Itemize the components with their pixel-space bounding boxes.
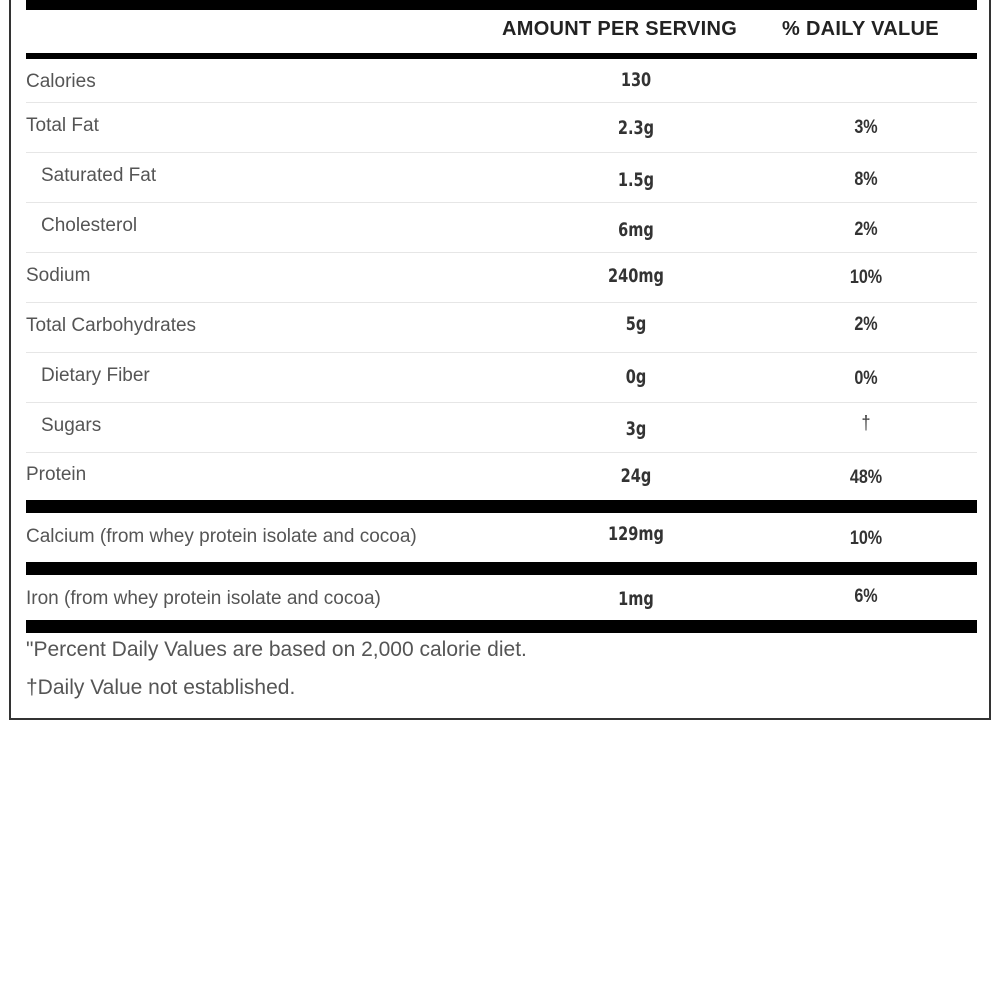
nutrient-label: Dietary Fiber bbox=[41, 365, 150, 386]
nutrient-label: Saturated Fat bbox=[41, 165, 157, 186]
nutrient-label: Total Fat bbox=[26, 115, 99, 136]
top-divider bbox=[26, 0, 977, 10]
nutrient-amount: 2.3g bbox=[617, 117, 655, 139]
nutrient-dv: 48% bbox=[849, 467, 883, 488]
nutrient-dv: 2% bbox=[854, 219, 878, 240]
mineral-dv: 6% bbox=[854, 586, 878, 607]
nutrient-row-saturated-fat bbox=[26, 153, 977, 203]
mineral-dv: 10% bbox=[849, 528, 883, 549]
mineral-label: Calcium (from whey protein isolate and cocoa) bbox=[26, 526, 417, 547]
nutrient-amount: 0g bbox=[625, 366, 647, 388]
iron-divider bbox=[26, 620, 977, 633]
mineral-amount: 129mg bbox=[608, 523, 664, 545]
nutrient-row-total-fat bbox=[26, 103, 977, 153]
nutrient-amount: 3g bbox=[625, 418, 647, 440]
nutrient-label: Total Carbohydrates bbox=[26, 315, 197, 336]
nutrient-row-total-carbohydrates bbox=[26, 303, 977, 353]
nutrient-amount: 5g bbox=[625, 313, 647, 335]
mineral-amount: 1mg bbox=[618, 588, 654, 610]
nutrient-label: Calories bbox=[26, 71, 96, 92]
nutrient-label: Cholesterol bbox=[41, 215, 138, 236]
nutrient-dv: 3% bbox=[854, 117, 878, 138]
nutrient-dv: 2% bbox=[854, 314, 878, 335]
nutrient-amount: 240mg bbox=[608, 265, 664, 287]
protein-divider bbox=[26, 500, 977, 513]
nutrient-dv: 8% bbox=[854, 169, 878, 190]
nutrient-row-dietary-fiber bbox=[26, 353, 977, 403]
nutrient-row-cholesterol bbox=[26, 203, 977, 253]
calcium-divider bbox=[26, 562, 977, 575]
amount-per-serving-header: AMOUNT PER SERVING bbox=[502, 18, 738, 40]
nutrient-label: Protein bbox=[26, 464, 87, 485]
footnote-not-established: †Daily Value not established. bbox=[26, 676, 296, 699]
nutrient-label: Sugars bbox=[41, 415, 102, 436]
nutrient-dv: 0% bbox=[854, 368, 878, 389]
nutrient-amount: 1.5g bbox=[617, 169, 655, 191]
nutrient-amount: 130 bbox=[620, 69, 652, 91]
nutrient-dv: † bbox=[861, 413, 871, 434]
nutrient-dv: 10% bbox=[849, 267, 883, 288]
nutrient-amount: 24g bbox=[620, 465, 652, 487]
nutrient-row-calories bbox=[26, 59, 977, 103]
footnote-daily-values: "Percent Daily Values are based on 2,000 calorie diet. bbox=[26, 638, 527, 661]
daily-value-header: % DAILY VALUE bbox=[782, 18, 939, 40]
nutrient-row-protein bbox=[26, 453, 977, 500]
nutrient-amount: 6mg bbox=[618, 219, 654, 241]
nutrient-row-sugars bbox=[26, 403, 977, 453]
mineral-label: Iron (from whey protein isolate and cocoa) bbox=[26, 588, 381, 609]
mineral-row-calcium bbox=[26, 513, 977, 562]
nutrient-row-sodium bbox=[26, 253, 977, 303]
mineral-row-iron bbox=[26, 575, 977, 620]
nutrient-label: Sodium bbox=[26, 265, 91, 286]
